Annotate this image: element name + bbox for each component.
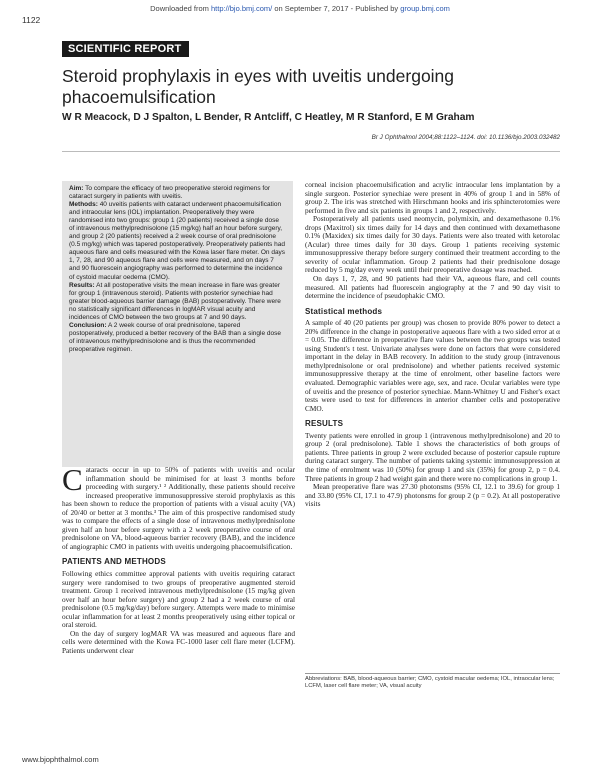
footer-url: www.bjophthalmol.com bbox=[22, 755, 99, 764]
methods-paragraph-4: Postoperatively all patients used neomycin, polymixin, and dexamethasone 0.1% drops (Maxitrol) six times daily for 14 days and then continued with dexamethasone 0.1% (Maxidex) six times daily for 30 days. Patients were also treated with ketorolac (Acular) three times daily for 30 days. Group 1 patients receiving systemic immunosuppressive therapy before surgery continued their treatment according to the severity of ocular inflammation. Group 2 patients had their prednisolone dosage reduced by 5 mg/day every week until their preoperative dosage was reached. bbox=[305, 214, 560, 275]
results-paragraph-1: Twenty patients were enrolled in group 1 (intravenous methylprednisolone) and 20 to group 2 (oral prednisolone). Table 1 shows the characteristics of both groups of patients. Three patients in group 2 were excluded because of posterior capsule rupture during cataract surgery. The number of patients taking systemic immunosuppression at the time of enrolment was 10 (50%) for group 1 and six (35%) for group 2, p = 0.4. Three patients in group 2 had weight gain and there were no complications in group 1. bbox=[305, 430, 560, 483]
results-paragraph-2: Mean preoperative flare was 27.30 photonsms (95% CI, 12.1 to 39.6) for group 1 and 33.80 (95% CI, 17.1 to 47.9) photonsms for group 2 (p = 0.2). At all postoperative visits bbox=[305, 482, 560, 509]
journal-link[interactable]: http://bjo.bmj.com/ bbox=[210, 4, 273, 13]
author-list: W R Meacock, D J Spalton, L Bender, R Antcliff, C Heatley, M R Stanford, E M Graham bbox=[62, 112, 475, 123]
stats-paragraph: A sample of 40 (20 patients per group) was chosen to provide 80% power to detect a 20% difference in the change in postoperative aqueous flare with a two sided error at α = 0.05. The difference in preoperative flare values between the two groups was tested using Student's t test. Univariate analyses were done on factors that were considered important in the delay in BAB recovery. In addition to the study group (intravenous methylprednisolone or oral prednisolone) and whether patients received systemic immunosuppressive therapy at the time of enrolment, other baseline factors were evaluated. Demographic variables were age, sex, and race. Ocular variables were type of uveitis and the presence of posterior synechiae. Mann-Whitney U and Fisher's exact tests were used to test for differences in anterior chamber cells and postoperative CMO. bbox=[305, 318, 560, 413]
abstract-conclusion: Conclusion: A 2 week course of oral prednisolone, tapered postoperatively, produced a better recovery of the BAB than a single dose of intravenous methylprednisolone and is thus the recommended preoperative regimen. bbox=[69, 321, 281, 353]
methods-paragraph-5: On days 1, 7, 28, and 90 patients had their VA, aqueous flare, and cell counts measured. All patients had fluorescein angiography at the 7 and 90 day visit to determine the incidence of pseudophakic CMO. bbox=[305, 274, 560, 301]
abstract-results: Results: At all postoperative visits the mean increase in flare was greater for group 1 (intravenous steroid). Patients with posterior synechiae had greater blood-aqueous barrier damage (BAB) postoperatively. There were no statistically significant differences in logMAR visual acuity and incidences of CMO between the two groups at 7 and 90 days. bbox=[69, 281, 281, 321]
citation: Br J Ophthalmol 2004;88:1122–1124. doi: 10.1136/bjo.2003.032482 bbox=[371, 134, 560, 141]
heading-results: RESULTS bbox=[305, 419, 344, 429]
header-divider bbox=[62, 151, 560, 152]
drop-cap: C bbox=[62, 466, 83, 497]
intro-paragraph: Cataracts occur in up to 50% of patients with uveitis and ocular inflammation should be minimised for at least 3 months before proceeding with surgery.¹ ² Additionally, these patients should receive increased preoperative immunosuppressive steroid prophylaxis as this has been shown to reduce the proportion of patients with a visual acuity (VA) of 20/40 or better at 3 months.³ The aim of this prospective randomised study was to compare the effects of a single dose of intravenous methylprednisolone given half an hour before surgery with a 2 week preoperative course of oral prednisolone on VA, blood-aqueous barrier recovery (BAB), and the incidence of angiographic CMO in patients with uveitis undergoing phacoemulsification. bbox=[62, 466, 295, 551]
heading-statistical-methods: Statistical methods bbox=[305, 306, 383, 316]
page-number: 1122 bbox=[22, 15, 41, 25]
methods-paragraph-2: On the day of surgery logMAR VA was measured and aqueous flare and cells were determined with the Kowa FC-1000 laser cell flare meter (LCFM). Patients underwent clear bbox=[62, 628, 295, 655]
group-link[interactable]: group.bmj.com bbox=[400, 4, 450, 13]
abstract-box bbox=[62, 181, 293, 467]
heading-patients-methods: PATIENTS AND METHODS bbox=[62, 557, 166, 567]
article-title: Steroid prophylaxis in eyes with uveitis undergoing phacoemulsification bbox=[62, 66, 455, 107]
abstract-methods: Methods: 40 uveitis patients with cataract underwent phacoemulsification and intraocular lens (IOL) implantation. Preoperatively they were randomised into two groups: group 1 (20 patients) received a single dose of intravenous methylprednisolone (15 mg/kg) half an hour before surgery, and group 2 (20 patients) received a 2 week course of oral prednisolone (0.5 mg/kg) which was tapered postoperatively. Preoperatively patients had aqueous flare and cells measured with the Kowa laser flare meter. On days 1, 7, 28, and 90 aqueous flare and cells were measured, and on days 7 and 90 fluorescein angiography was performed to determine the incidence of cystoid macular oedema (CMO). bbox=[69, 201, 286, 281]
abstract-aim: Aim: To compare the efficacy of two preoperative steroid regimens for cataract surgery in patients with uveitis. bbox=[69, 185, 271, 201]
abbreviations-divider bbox=[305, 673, 560, 674]
abbreviations: Abbreviations: BAB, blood-aqueous barrier; CMO, cystoid macular oedema; IOL, intraocular lens; LCFM, laser cell flare meter; VA, visual acuity bbox=[305, 676, 555, 689]
methods-paragraph-1: Following ethics committee approval patients with uveitis requiring cataract surgery were randomised to two groups of preoperative augmented steroid treatment. Group 1 received intravenous methylprednisolone (15 mg/kg given over half an hour before surgery) and group 2 had a 2 week course of oral prednisolone (0.5 mg/kg/day) before surgery. Attempts were made to minimise ocular inflammation for at least 2 months preoperatively using either topical or oral steroid. bbox=[62, 569, 295, 630]
right-column bbox=[305, 181, 560, 673]
section-label: SCIENTIFIC REPORT bbox=[62, 41, 189, 57]
download-banner: Downloaded from http://bjo.bmj.com/ on September 7, 2017 - Published by group.bmj.com bbox=[150, 4, 450, 13]
methods-paragraph-3: corneal incision phacoemulsification and acrylic intraocular lens implantation by a single surgeon. Posterior synechiae were present in 40% of group 1 and in 58% of group 2. The iris was stretched with Hirschmann hooks and iris sphincterotomies were performed in five and six patients in groups 1 and 2, respectively. bbox=[305, 181, 560, 215]
left-column bbox=[62, 466, 295, 744]
